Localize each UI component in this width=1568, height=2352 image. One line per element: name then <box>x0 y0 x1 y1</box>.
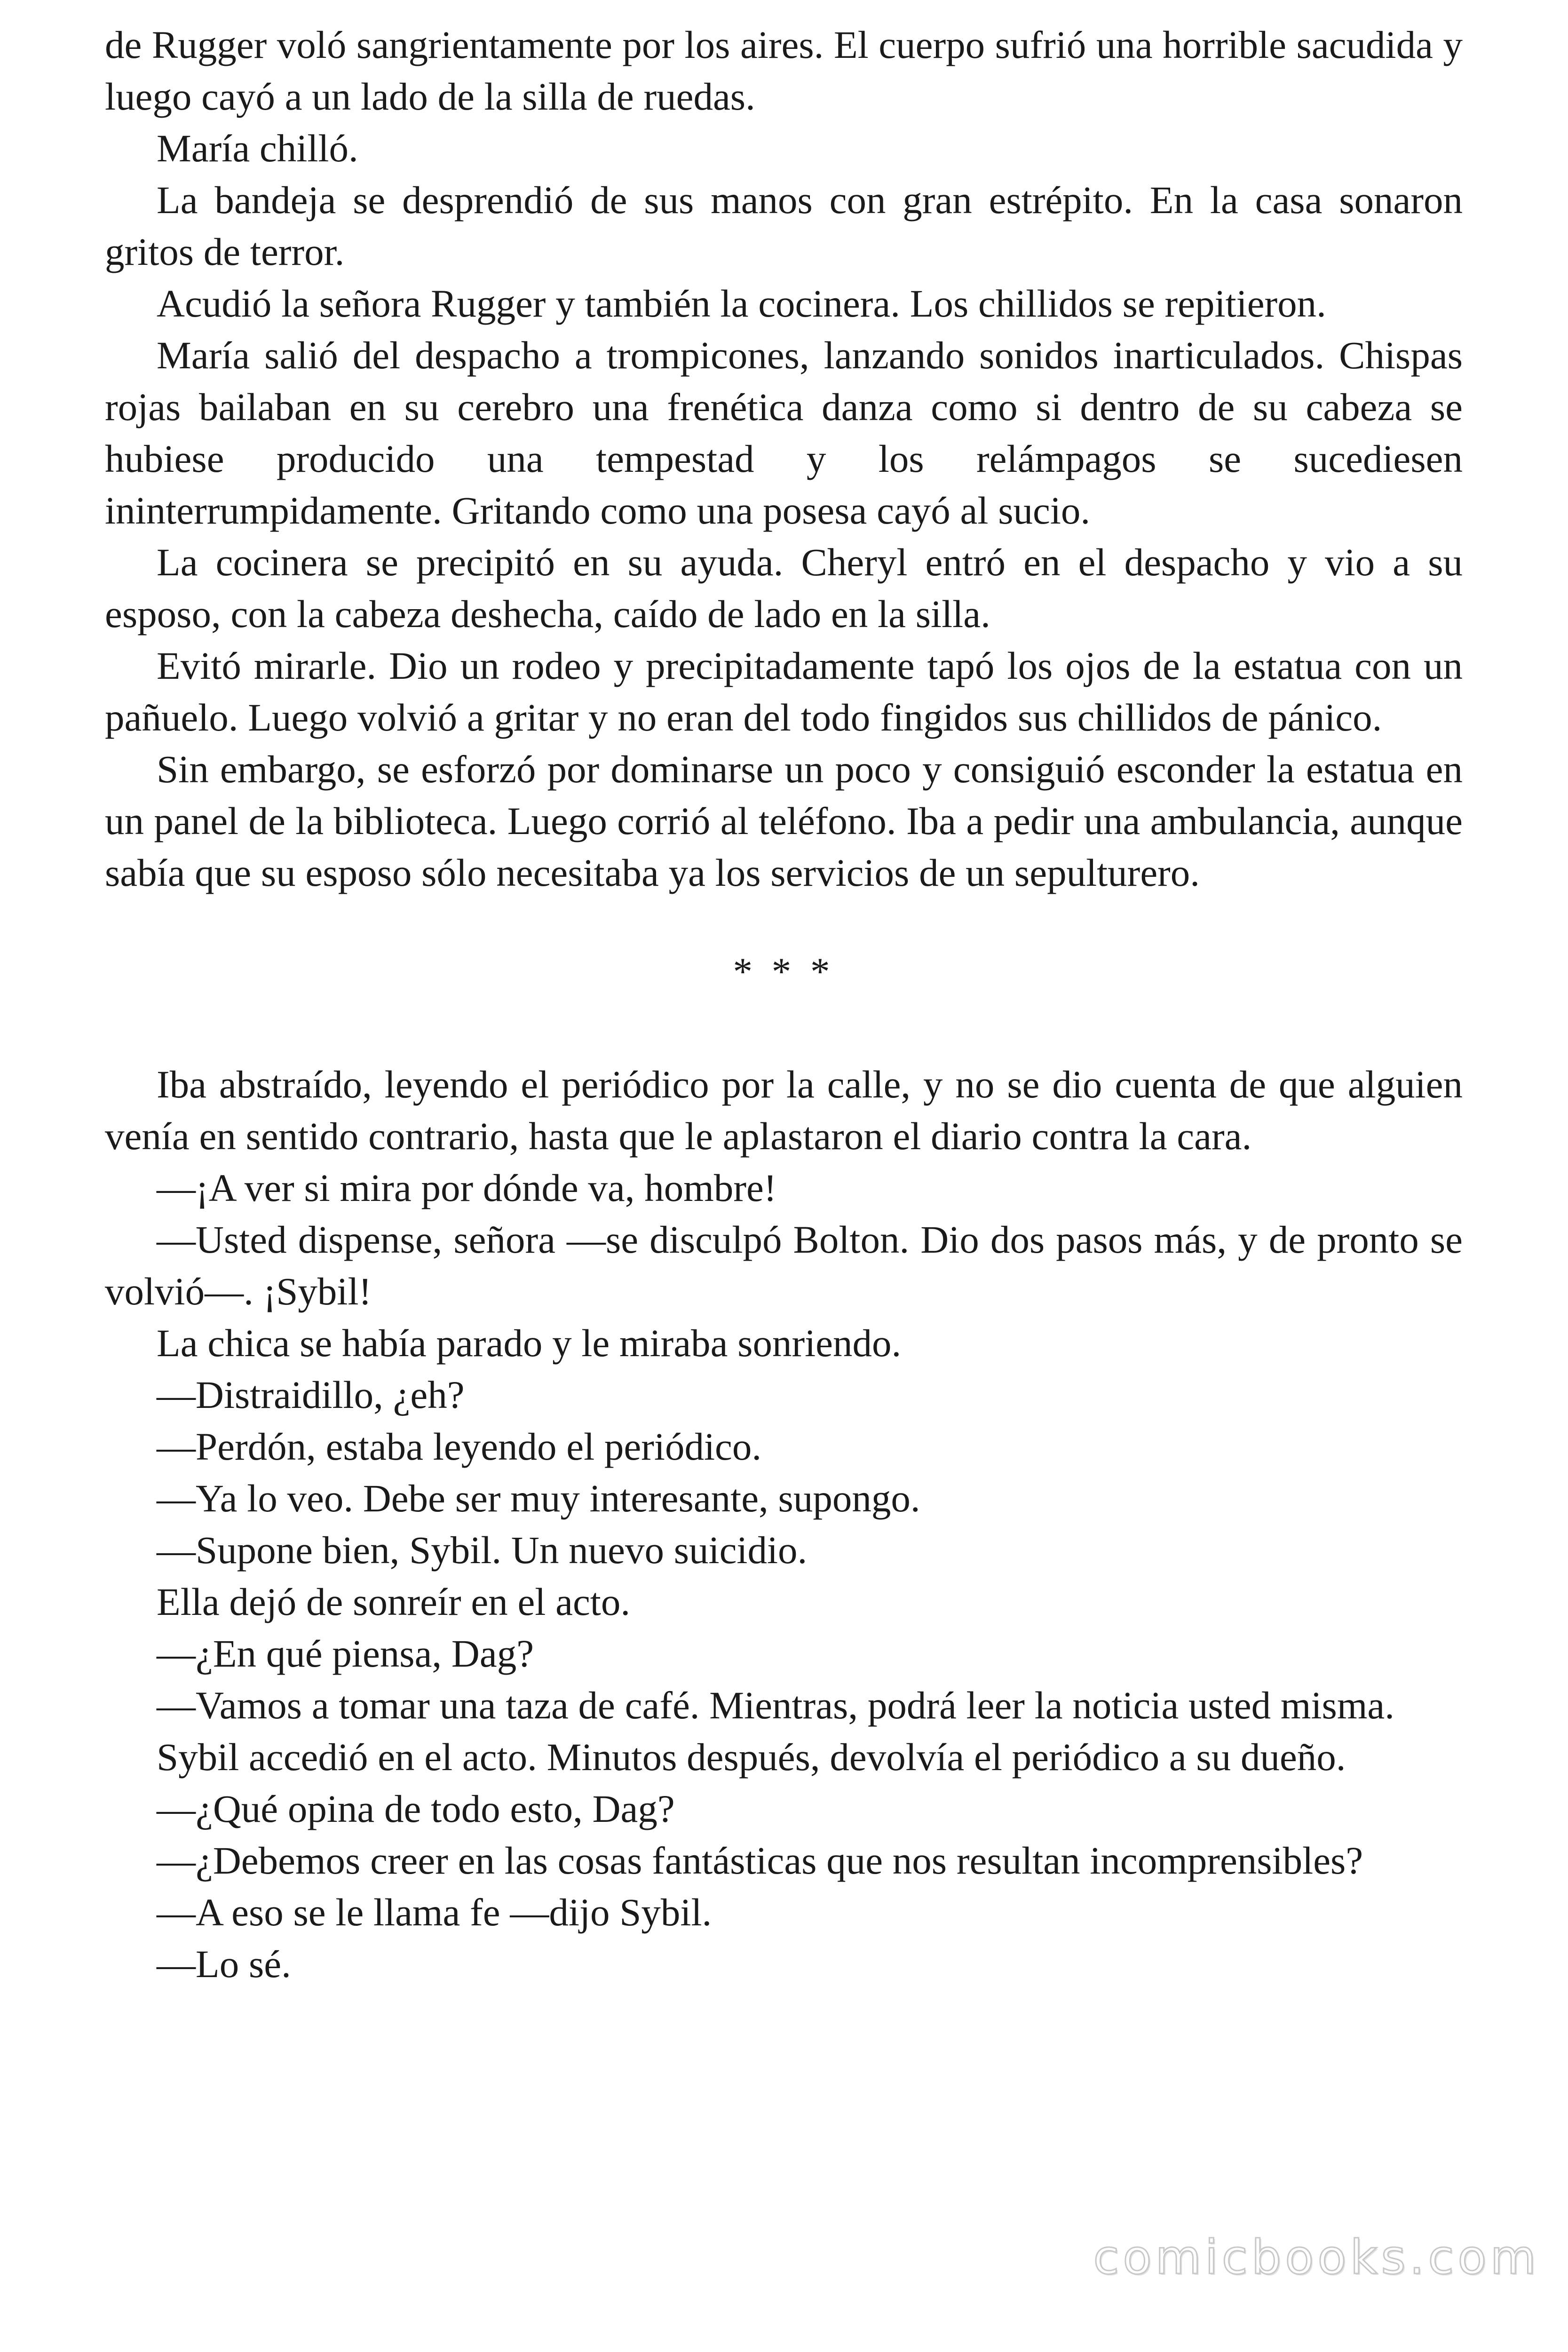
dialogue-line: —Supone bien, Sybil. Un nuevo suicidio. <box>157 1528 808 1572</box>
page-content <box>105 19 1463 1990</box>
paragraph: Evitó mirarle. Dio un rodeo y precipitadamente tapó los ojos de la estatua con un pañuelo. Luego volvió a gritar y no eran del todo fingidos sus chillidos de pánico. <box>105 644 1463 739</box>
paragraph: Ella dejó de sonreír en el acto. <box>157 1580 631 1623</box>
dialogue-line: —¡A ver si mira por dónde va, hombre! <box>157 1166 777 1209</box>
paragraph: Sin embargo, se esforzó por dominarse un poco y consiguió esconder la estatua en un panel de la biblioteca. Luego corrió al teléfono. Iba a pedir una ambulancia, aunque sabía que su esposo sólo necesitaba ya los servicios de un sepulturero. <box>105 747 1463 894</box>
paragraph: Iba abstraído, leyendo el periódico por la calle, y no se dio cuenta de que alguien venía en sentido contrario, hasta que le aplastaron el diario contra la cara. <box>105 1063 1463 1158</box>
watermark: comicbooks.com <box>1093 2230 1540 2285</box>
dialogue-line: —¿Debemos creer en las cosas fantásticas que nos resultan incomprensibles? <box>157 1839 1363 1882</box>
dialogue-line: —Distraidillo, ¿eh? <box>157 1373 465 1416</box>
text-section-2 <box>105 1058 1463 1990</box>
paragraph: de Rugger voló sangrientamente por los aires. El cuerpo sufrió una horrible sacudida y luego cayó a un lado de la silla de ruedas. <box>105 23 1463 118</box>
dialogue-line: —Perdón, estaba leyendo el periódico. <box>157 1425 762 1468</box>
dialogue-line: —Lo sé. <box>157 1942 291 1986</box>
paragraph: La chica se había parado y le miraba sonriendo. <box>157 1321 902 1365</box>
paragraph: Acudió la señora Rugger y también la cocinera. Los chillidos se repitieron. <box>157 282 1326 325</box>
dialogue-line: —A eso se le llama fe —dijo Sybil. <box>157 1891 712 1934</box>
paragraph: María salió del despacho a trompicones, lanzando sonidos inarticulados. Chispas rojas bailaban en su cerebro una frenética danza como si dentro de su cabeza se hubiese producido una tempestad y los relámpagos se sucediesen ininterrumpidamente. Gritando como una posesa cayó al sucio. <box>105 334 1463 532</box>
paragraph: Sybil accedió en el acto. Minutos después, devolvía el periódico a su dueño. <box>157 1735 1346 1779</box>
paragraph: María chilló. <box>157 127 358 170</box>
dialogue-line: —Ya lo veo. Debe ser muy interesante, supongo. <box>157 1477 920 1520</box>
dialogue-line: —Usted dispense, señora —se disculpó Bolton. Dio dos pasos más, y de pronto se volvió—. ¡Sybil! <box>105 1218 1463 1313</box>
section-separator: * * * <box>733 950 835 993</box>
paragraph: La cocinera se precipitó en su ayuda. Cheryl entró en el despacho y vio a su esposo, con la cabeza deshecha, caído de lado en la silla. <box>105 540 1463 636</box>
dialogue-line: —¿En qué piensa, Dag? <box>157 1632 534 1675</box>
paragraph: La bandeja se desprendió de sus manos con gran estrépito. En la casa sonaron gritos de terror. <box>105 178 1463 273</box>
text-section-1 <box>105 19 1463 898</box>
dialogue-line: —¿Qué opina de todo esto, Dag? <box>157 1787 675 1830</box>
dialogue-line: —Vamos a tomar una taza de café. Mientras, podrá leer la noticia usted misma. <box>157 1684 1394 1727</box>
